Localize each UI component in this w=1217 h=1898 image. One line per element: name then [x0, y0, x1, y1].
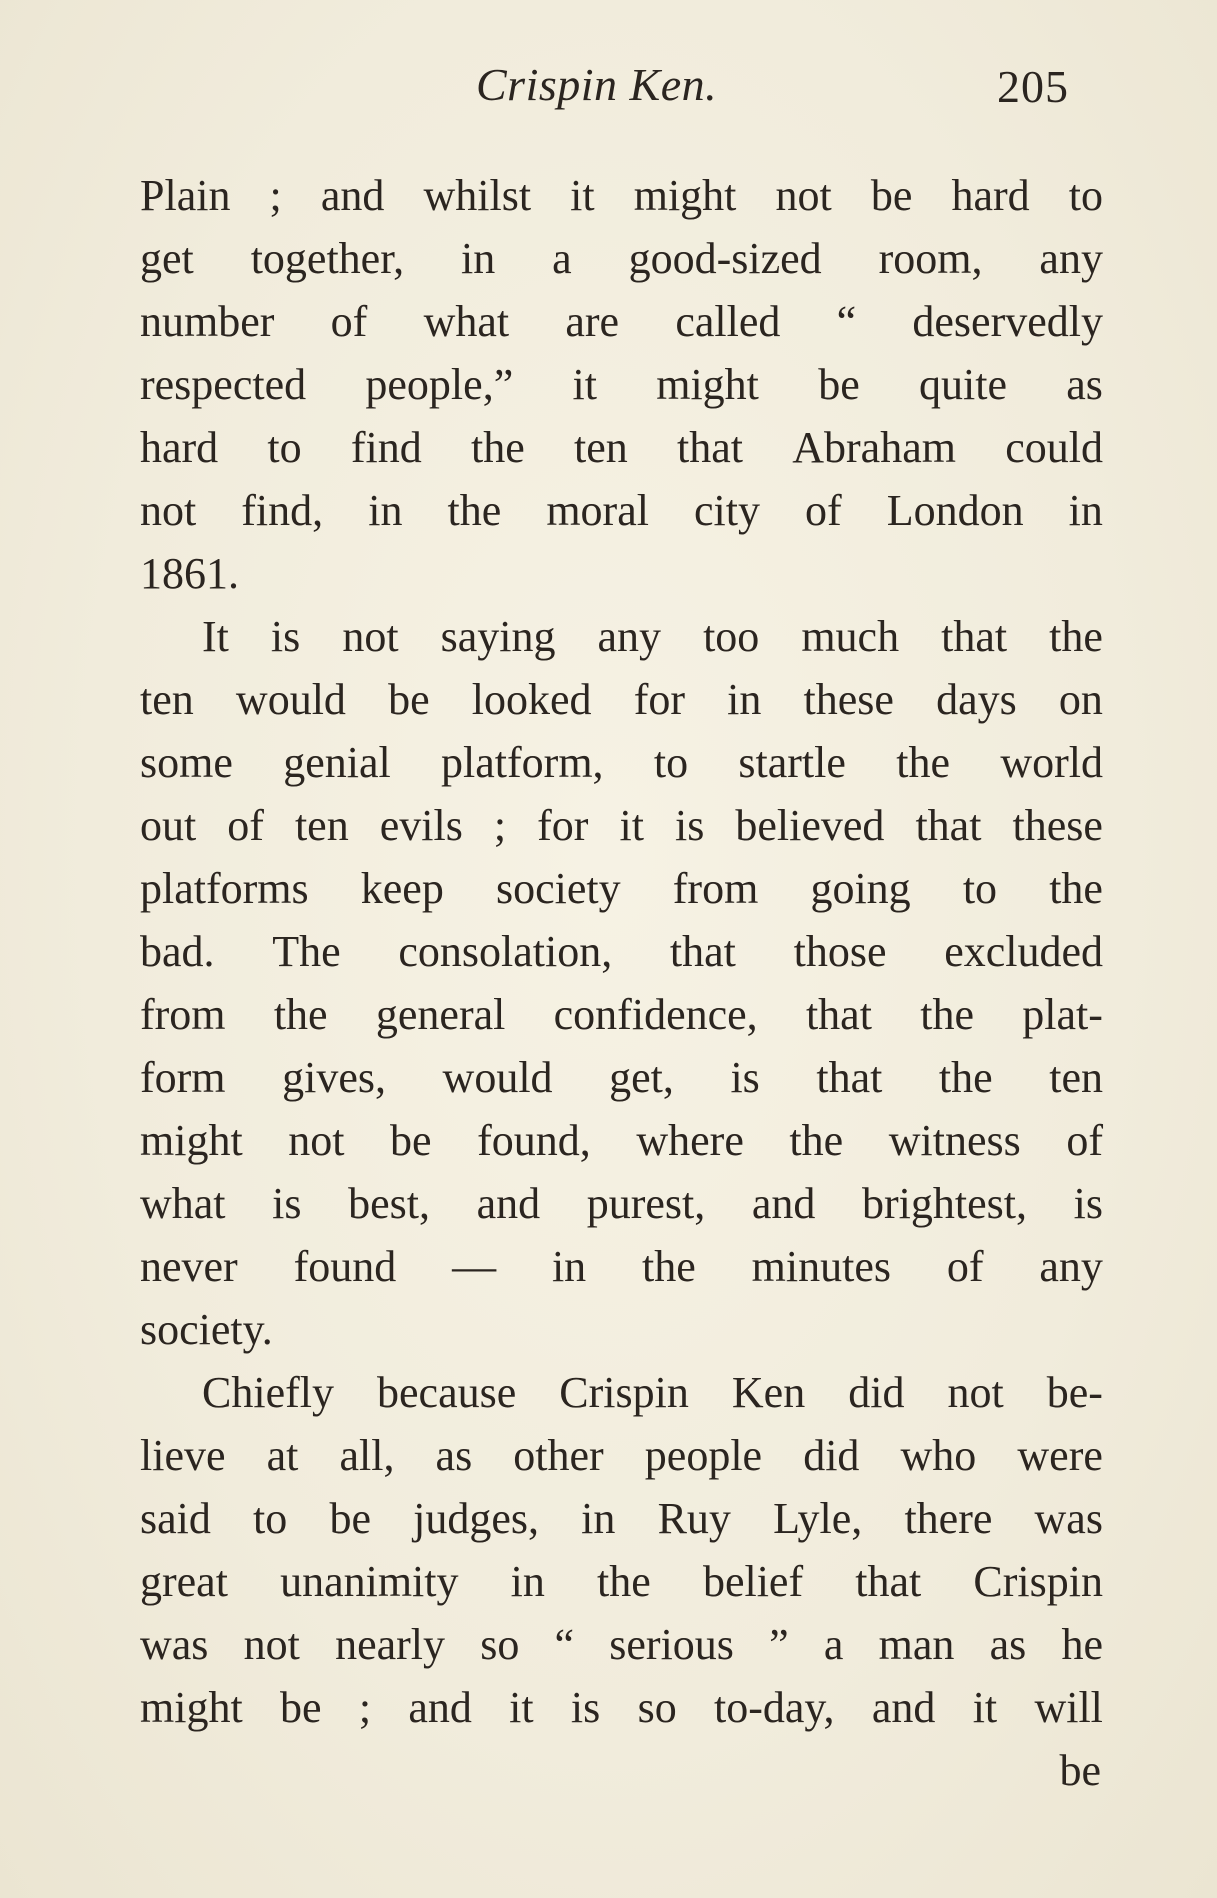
text-line: society. [140, 1305, 273, 1354]
text-line: form gives, would get, is that the ten [140, 1053, 1103, 1102]
text-line: hard to find the ten that Abraham could [140, 423, 1103, 472]
body-text [140, 164, 1103, 1802]
text-line: never found — in the minutes of any [140, 1242, 1103, 1291]
text-line: some genial platform, to startle the world [140, 738, 1103, 787]
text-line: Plain ; and whilst it might not be hard to [140, 171, 1103, 220]
running-title: Crispin Ken. [476, 59, 718, 110]
text-line: lieve at all, as other people did who were [140, 1431, 1103, 1480]
text-line: ten would be looked for in these days on [140, 675, 1103, 724]
text-line: It is not saying any too much that the [202, 612, 1103, 661]
page-number: 205 [997, 61, 1069, 112]
text-line: get together, in a good-sized room, any [140, 234, 1103, 283]
text-line: 1861. [140, 549, 239, 598]
text-line: was not nearly so “ serious ” a man as he [140, 1620, 1103, 1669]
text-line: great unanimity in the belief that Crispin [140, 1557, 1103, 1606]
text-line: number of what are called “ deservedly [140, 297, 1103, 346]
text-line: bad. The consolation, that those excluded [140, 927, 1103, 976]
text-line: platforms keep society from going to the [140, 864, 1103, 913]
text-line: not find, in the moral city of London in [140, 486, 1103, 535]
text-line: respected people,” it might be quite as [140, 360, 1103, 409]
text-line: might not be found, where the witness of [140, 1116, 1103, 1165]
text-line: said to be judges, in Ruy Lyle, there was [140, 1494, 1103, 1543]
catchword: be [1059, 1746, 1101, 1795]
text-line: might be ; and it is so to-day, and it will [140, 1683, 1103, 1732]
page-header [0, 58, 1217, 128]
text-line: Chiefly because Crispin Ken did not be- [202, 1368, 1103, 1417]
text-line: out of ten evils ; for it is believed that these [140, 801, 1103, 850]
text-line: from the general confidence, that the plat- [140, 990, 1103, 1039]
text-line: what is best, and purest, and brightest, is [140, 1179, 1103, 1228]
